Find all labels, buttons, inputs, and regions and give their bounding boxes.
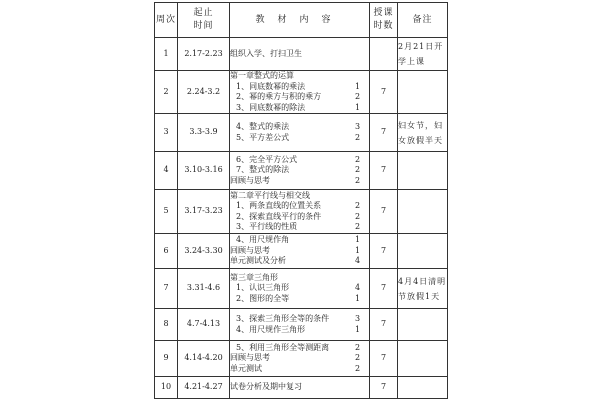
content-item-text: 第一章整式的运算	[230, 71, 294, 80]
content-item-text: 7、整式的除法	[236, 165, 290, 175]
note-cell	[398, 341, 448, 377]
content-item	[230, 165, 369, 176]
header-content: 教材内容	[230, 3, 370, 38]
dates-cell: 2.17-2.23	[178, 38, 230, 71]
content-cell	[230, 114, 370, 152]
content-item	[230, 122, 369, 133]
dates-cell: 2.24-3.2	[178, 71, 230, 114]
content-item-hours: 4	[355, 256, 361, 266]
content-item-text: 2、幂的乘方与积的乘方	[236, 92, 322, 101]
week-cell: 6	[155, 234, 178, 269]
header-week: 周次	[155, 3, 178, 38]
hours-cell: 7	[370, 190, 398, 234]
content-cell	[230, 377, 370, 399]
content-item-hours	[355, 71, 369, 82]
content-item-text: 4、用尺规作三角形	[236, 324, 306, 334]
schedule-row	[155, 38, 448, 71]
week-cell: 9	[155, 341, 178, 377]
note-cell: 妇女节，妇女放假半天	[398, 114, 448, 152]
content-cell	[230, 38, 370, 71]
content-item-hours: 1	[355, 102, 361, 112]
content-item	[230, 353, 369, 364]
content-item-text: 回顾与思考	[230, 245, 270, 255]
week-cell: 3	[155, 114, 178, 152]
content-item	[230, 155, 369, 166]
week-cell: 10	[155, 377, 178, 399]
dates-cell: 4.7-4.13	[178, 309, 230, 341]
content-item-text: 第二章平行线与相交线	[230, 190, 310, 200]
content-item	[230, 246, 369, 257]
note-cell	[398, 309, 448, 341]
content-item-hours: 1	[355, 324, 361, 334]
dates-cell: 4.14-4.20	[178, 341, 230, 377]
content-item-text: 1、两条直线的位置关系	[236, 201, 322, 210]
schedule-row	[155, 71, 448, 114]
content-item-text: 2、图形的全等	[236, 293, 290, 303]
hours-cell: 7	[370, 114, 398, 152]
week-cell: 7	[155, 269, 178, 309]
content-item-hours: 1	[355, 245, 361, 255]
content-item-hours: 2	[355, 175, 361, 185]
content-item-text: 回顾与思考	[230, 353, 270, 363]
week-cell: 8	[155, 309, 178, 341]
hours-cell: 7	[370, 309, 398, 341]
content-item	[230, 212, 369, 223]
content-cell	[230, 234, 370, 269]
content-item-hours: 2	[355, 353, 361, 363]
content-item-hours: 2	[355, 363, 361, 373]
content-item-hours: 2	[355, 165, 361, 175]
content-item	[230, 82, 369, 93]
header-notes: 备注	[398, 3, 448, 38]
content-cell	[230, 309, 370, 341]
content-item	[230, 343, 369, 354]
content-item	[230, 49, 369, 60]
header-row	[155, 3, 448, 38]
content-item-hours: 1	[355, 81, 361, 91]
dates-cell: 3.3-3.9	[178, 114, 230, 152]
content-item-hours: 2	[355, 211, 361, 221]
content-item-hours: 1	[355, 235, 361, 245]
content-item-text: 3、同底数幂的除法	[236, 102, 306, 112]
content-cell	[230, 190, 370, 234]
note-cell	[398, 234, 448, 269]
content-item	[230, 191, 369, 202]
content-item-hours: 4	[355, 283, 361, 293]
schedule-row	[155, 269, 448, 309]
dates-cell: 3.10-3.16	[178, 152, 230, 190]
content-item-text: 6、完全平方公式	[236, 154, 298, 164]
content-item	[230, 256, 369, 267]
content-item-hours: 3	[355, 122, 361, 131]
schedule-row	[155, 309, 448, 341]
hours-cell: 7	[370, 377, 398, 399]
content-item-text: 单元测试及分析	[230, 256, 286, 266]
content-item-hours: 3	[355, 314, 361, 323]
dates-cell: 3.24-3.30	[178, 234, 230, 269]
content-item-hours	[355, 273, 369, 284]
note-cell	[398, 152, 448, 190]
content-item-text: 2、探索直线平行的条件	[236, 211, 322, 221]
note-cell	[398, 377, 448, 399]
note-cell: 2月21日开学上课	[398, 38, 448, 71]
hours-cell: 7	[370, 269, 398, 309]
dates-cell: 4.21-4.27	[178, 377, 230, 399]
content-item-hours: 2	[355, 222, 361, 231]
content-item-text: 回顾与思考	[230, 175, 270, 185]
content-cell	[230, 269, 370, 309]
content-item-text: 第三章三角形	[230, 272, 278, 282]
content-cell	[230, 71, 370, 114]
content-item-text: 组织入学、打扫卫生	[230, 48, 302, 58]
content-item	[230, 201, 369, 212]
week-cell: 4	[155, 152, 178, 190]
content-item-hours	[355, 382, 369, 393]
content-item-text: 5、利用三角形全等测距离	[236, 342, 330, 352]
content-item-hours: 2	[355, 132, 361, 142]
content-item-hours: 2	[355, 154, 361, 164]
schedule-row	[155, 377, 448, 399]
content-item-text: 试卷分析及期中复习	[230, 382, 302, 392]
schedule-row	[155, 114, 448, 152]
content-item	[230, 364, 369, 375]
content-item	[230, 92, 369, 103]
hours-cell	[370, 38, 398, 71]
content-item-text: 单元测试	[230, 363, 262, 373]
content-item	[230, 325, 369, 336]
content-item	[230, 294, 369, 305]
content-item-text: 4、用尺规作角	[236, 235, 290, 245]
content-item	[230, 71, 369, 82]
content-item-hours	[355, 191, 369, 202]
teaching-schedule-table	[154, 2, 448, 399]
content-item-hours	[355, 49, 369, 60]
content-item	[230, 283, 369, 294]
content-item-text: 3、平行线的性质	[236, 222, 298, 231]
content-item-text: 4、整式的乘法	[236, 122, 290, 131]
content-item	[230, 235, 369, 246]
note-cell	[398, 190, 448, 234]
header-dates: 起止时间	[178, 3, 230, 38]
content-item	[230, 133, 369, 144]
week-cell: 2	[155, 71, 178, 114]
content-item	[230, 382, 369, 393]
schedule-row	[155, 152, 448, 190]
schedule-row	[155, 190, 448, 234]
content-item-hours: 2	[355, 92, 361, 101]
content-item	[230, 314, 369, 325]
content-item-hours: 2	[355, 201, 361, 210]
schedule-row	[155, 341, 448, 377]
schedule-row	[155, 234, 448, 269]
hours-cell: 7	[370, 71, 398, 114]
content-item-text: 1、同底数幂的乘法	[236, 81, 306, 91]
note-cell: 4月4日清明节放假1天	[398, 269, 448, 309]
content-item	[230, 273, 369, 284]
content-item	[230, 176, 369, 187]
header-hours: 授课时数	[370, 3, 398, 38]
dates-cell: 3.17-3.23	[178, 190, 230, 234]
dates-cell: 3.31-4.6	[178, 269, 230, 309]
week-cell: 5	[155, 190, 178, 234]
hours-cell: 7	[370, 152, 398, 190]
content-item	[230, 103, 369, 114]
hours-cell: 7	[370, 341, 398, 377]
content-item-hours: 2	[355, 342, 361, 352]
content-item-text: 1、认识三角形	[236, 283, 290, 293]
content-cell	[230, 152, 370, 190]
week-cell: 1	[155, 38, 178, 71]
content-cell	[230, 341, 370, 377]
content-item-hours: 1	[355, 293, 361, 303]
content-item-text: 3、探索三角形全等的条件	[236, 314, 330, 323]
content-item-text: 5、平方差公式	[236, 132, 290, 142]
hours-cell: 7	[370, 234, 398, 269]
note-cell	[398, 71, 448, 114]
content-item	[230, 222, 369, 233]
